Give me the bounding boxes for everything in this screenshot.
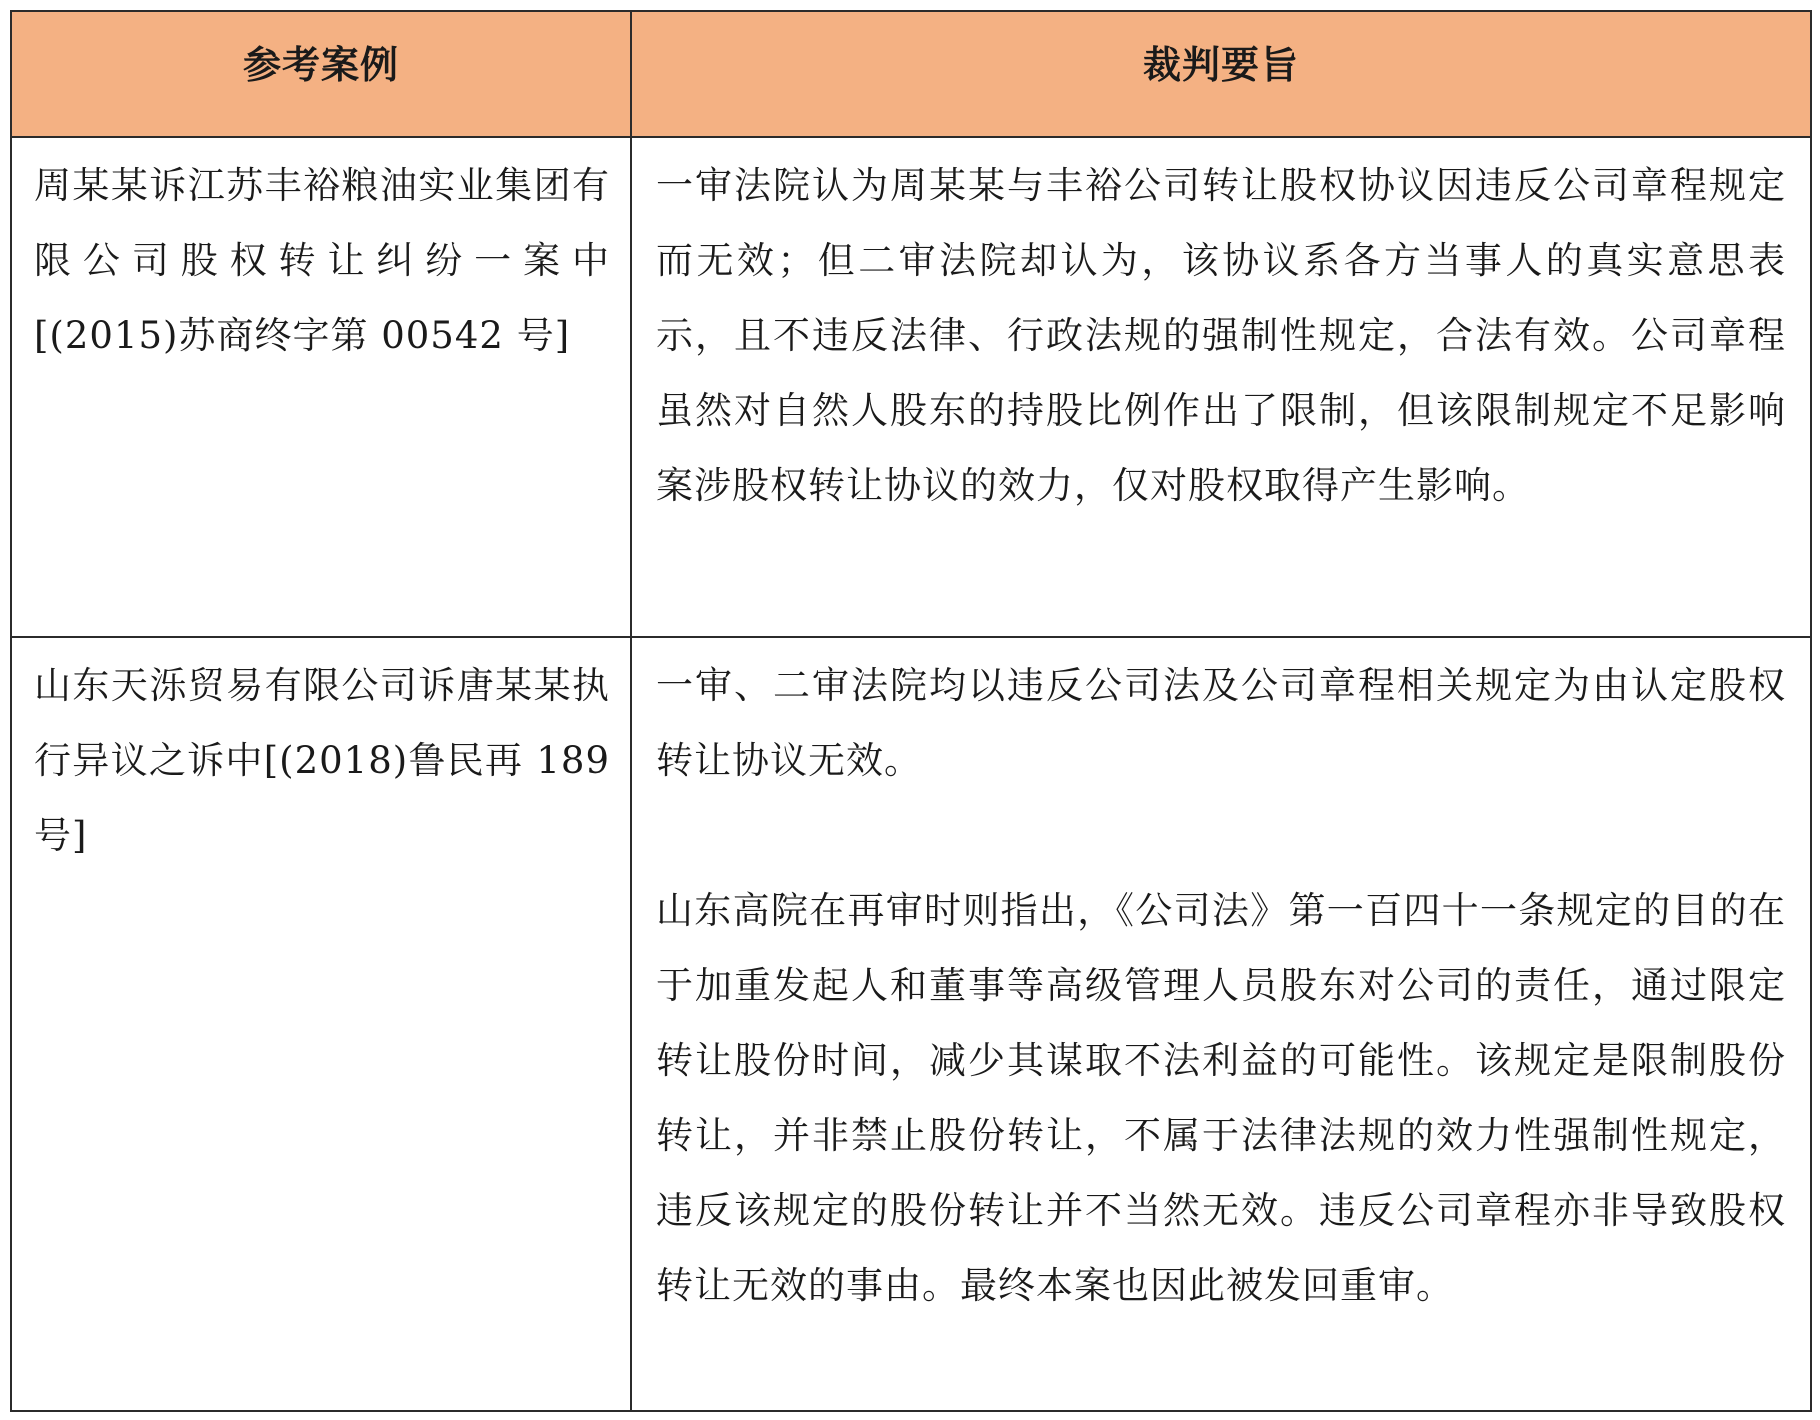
header-case: 参考案例 — [11, 11, 631, 137]
header-ruling: 裁判要旨 — [631, 11, 1811, 137]
ruling-paragraph: 山东高院在再审时则指出，《公司法》第一百四十一条规定的目的在于加重发起人和董事等高级管理人员股东对公司的责任，通过限定转让股份时间，减少其谋取不法利益的可能性。该规定是限制股份转让，并非禁止股份转让，不属于法律法规的效力性强制性规定，违反该规定的股份转让并不当然无效。违反公司章程亦非导致股权转让无效的事由。最终本案也因此被发回重审。 — [656, 889, 1786, 1307]
case-text: 山东天泺贸易有限公司诉唐某某执行异议之诉中[(2018)鲁民再 189 号] — [34, 664, 610, 857]
case-cell — [11, 137, 631, 637]
table-row — [11, 137, 1811, 637]
case-table — [10, 10, 1812, 1412]
ruling-paragraph: 一审法院认为周某某与丰裕公司转让股权协议因违反公司章程规定而无效；但二审法院却认为，该协议系各方当事人的真实意思表示，且不违反法律、行政法规的强制性规定，合法有效。公司章程虽然对自然人股东的持股比例作出了限制，但该限制规定不足影响案涉股权转让协议的效力，仅对股权取得产生影响。 — [656, 164, 1786, 507]
ruling-paragraph: 一审、二审法院均以违反公司法及公司章程相关规定为由认定股权转让协议无效。 — [656, 664, 1786, 782]
case-cell — [11, 637, 631, 1411]
header-row — [11, 11, 1811, 137]
ruling-cell — [631, 637, 1811, 1411]
ruling-cell — [631, 137, 1811, 637]
case-text: 周某某诉江苏丰裕粮油实业集团有限公司股权转让纠纷一案中[(2015)苏商终字第 00542 号] — [34, 164, 610, 357]
table-row — [11, 637, 1811, 1411]
